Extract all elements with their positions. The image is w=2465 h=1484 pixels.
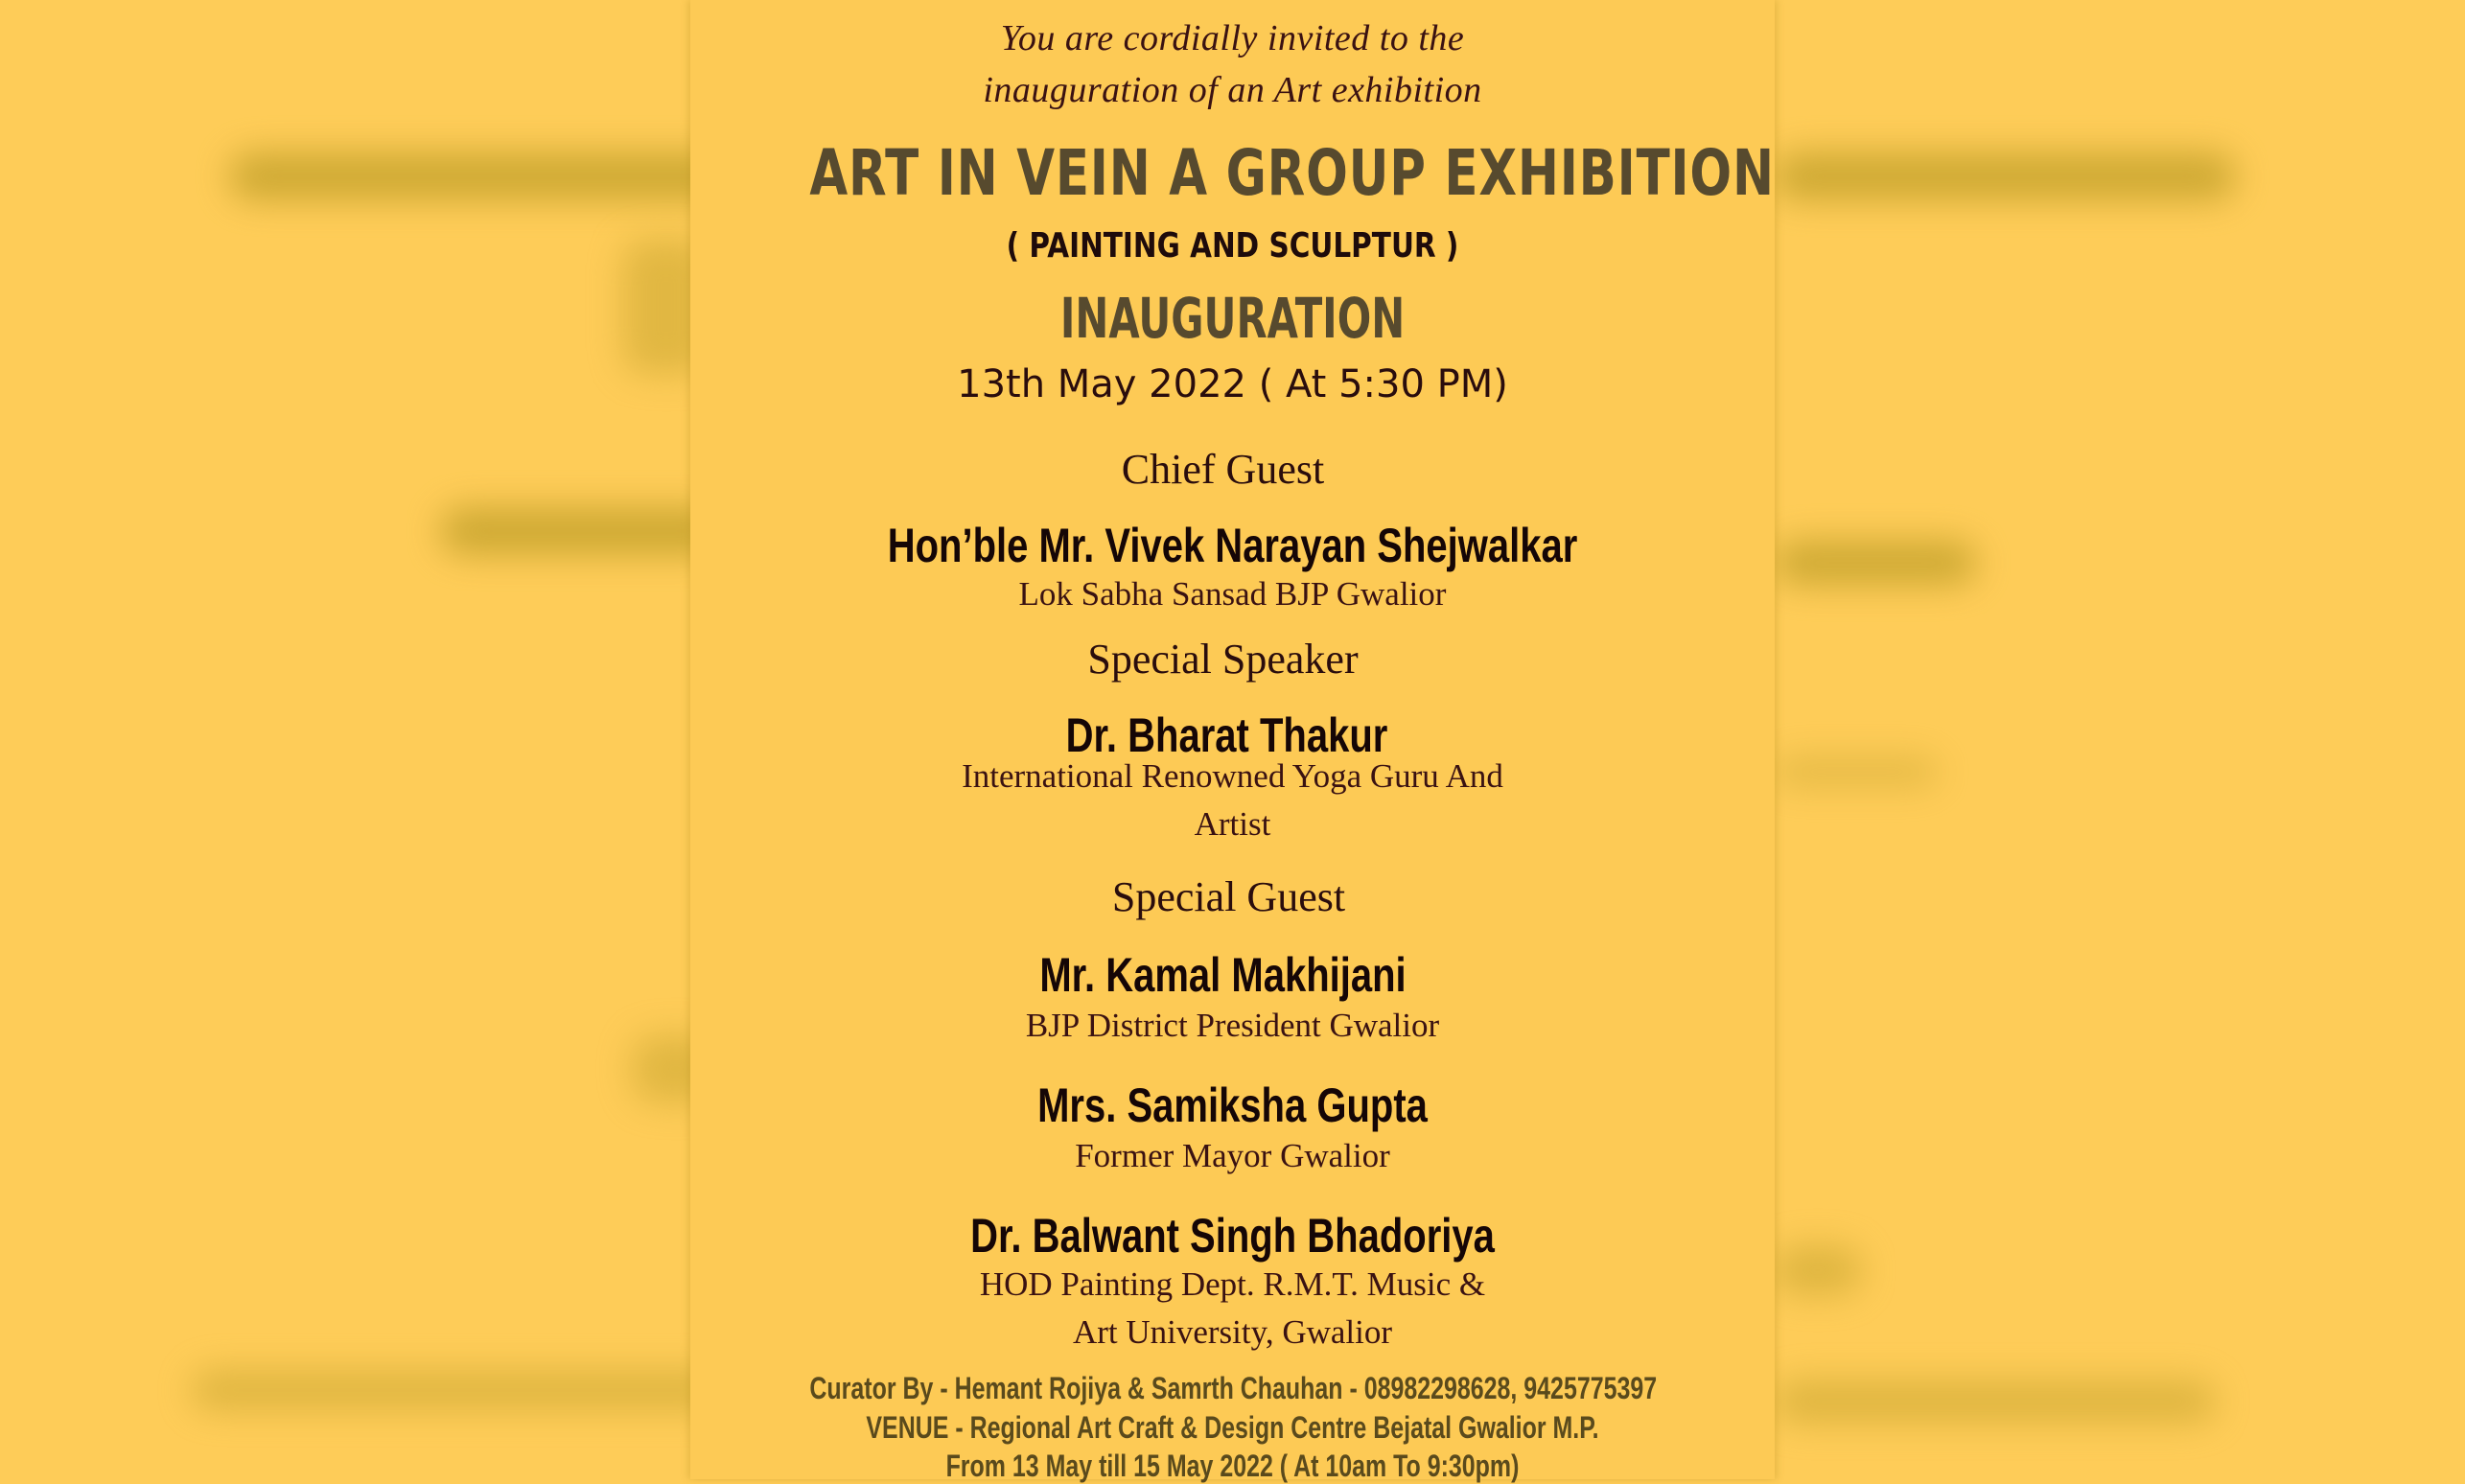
exhibition-poster [690,0,1775,1483]
special-guest-name: Dr. Balwant Singh Bhadoriya [970,1209,1495,1263]
invitation-line-1: You are cordially invited to the [1000,18,1465,58]
special-speaker-role-line-2: Artist [1194,805,1271,843]
venue-info: VENUE - Regional Art Craft & Design Centre Bejatal Gwalior M.P. [866,1410,1599,1445]
blur-shape [1775,757,1938,786]
chief-guest-name: Hon’ble Mr. Vivek Narayan Shejwalkar [887,519,1578,572]
inauguration-label: INAUGURATION [1059,286,1406,351]
blur-shape [1775,1380,2216,1423]
exhibition-title: ART IN VEIN A GROUP EXHIBITION [809,136,1775,210]
curator-info: Curator By - Hemant Rojiya & Samrth Chauhan - 08982298628, 9425775397 [809,1371,1658,1405]
blur-shape [1775,153,2235,199]
blur-shape [1775,1246,1861,1294]
special-guest-name: Mrs. Samiksha Gupta [1037,1078,1428,1132]
exhibition-dates: From 13 May till 15 May 2022 ( At 10am To 9:30pm) [945,1449,1520,1483]
invitation-line-2: inauguration of an Art exhibition [983,70,1482,110]
special-speaker-role-line-1: International Renowned Yoga Guru And [962,757,1503,795]
blur-shape [192,1371,729,1409]
special-guest-role: HOD Painting Dept. R.M.T. Music & [979,1265,1486,1303]
special-guest-role: BJP District President Gwalior [1025,1007,1440,1044]
special-guest-name: Mr. Kamal Makhijani [1039,948,1407,1002]
chief-guest-heading: Chief Guest [1121,446,1325,493]
blur-shape [1775,542,1976,584]
blur-shape [230,153,767,199]
blur-shape [441,508,729,554]
inauguration-datetime: 13th May 2022 ( At 5:30 PM) [957,362,1508,406]
special-guest-role-line-2: Art University, Gwalior [1072,1313,1393,1351]
special-speaker-heading: Special Speaker [1087,636,1359,683]
special-guest-role: Former Mayor Gwalior [1075,1137,1390,1174]
special-speaker-name: Dr. Bharat Thakur [1065,708,1388,762]
exhibition-subtitle: ( PAINTING AND SCULPTUR ) [1006,226,1459,266]
chief-guest-role: Lok Sabha Sansad BJP Gwalior [1018,575,1447,613]
special-guest-heading: Special Guest [1111,873,1346,920]
